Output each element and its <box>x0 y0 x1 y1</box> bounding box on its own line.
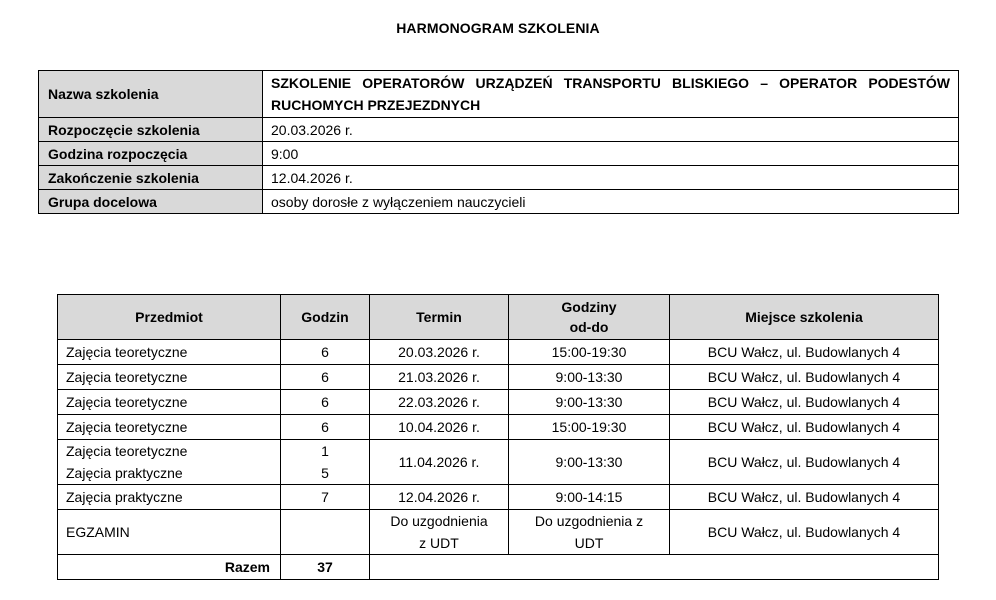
header-time-line2: od-do <box>569 319 609 335</box>
info-label: Nazwa szkolenia <box>39 71 263 118</box>
cell-date <box>370 510 509 555</box>
cell-subject-line1: Zajęcia teoretyczne <box>66 443 188 459</box>
cell-hours <box>281 510 370 555</box>
total-value: 37 <box>281 555 370 580</box>
cell-hours: 6 <box>281 390 370 415</box>
cell-subject: Zajęcia teoretyczne <box>58 415 281 440</box>
schedule-header-row <box>58 295 939 340</box>
cell-time: 9:00-13:30 <box>509 365 670 390</box>
cell-subject: Zajęcia praktyczne <box>58 485 281 510</box>
cell-hours: 6 <box>281 365 370 390</box>
cell-date: 20.03.2026 r. <box>370 340 509 365</box>
cell-date: 11.04.2026 r. <box>370 440 509 485</box>
table-row <box>58 440 939 485</box>
info-row-start <box>39 118 959 142</box>
cell-date: 12.04.2026 r. <box>370 485 509 510</box>
table-row <box>58 415 939 440</box>
cell-place: BCU Wałcz, ul. Budowlanych 4 <box>670 510 939 555</box>
cell-time: 9:00-13:30 <box>509 390 670 415</box>
cell-time: 15:00-19:30 <box>509 340 670 365</box>
info-row-hour <box>39 142 959 166</box>
cell-hours: 6 <box>281 415 370 440</box>
cell-date: 22.03.2026 r. <box>370 390 509 415</box>
table-row <box>58 390 939 415</box>
cell-hours-line1: 1 <box>321 443 329 459</box>
cell-hours <box>281 440 370 485</box>
info-value: 12.04.2026 r. <box>263 166 959 190</box>
total-empty-cell <box>370 555 939 580</box>
cell-subject: Zajęcia teoretyczne <box>58 365 281 390</box>
header-subject: Przedmiot <box>58 295 281 340</box>
cell-place: BCU Wałcz, ul. Budowlanych 4 <box>670 485 939 510</box>
cell-place: BCU Wałcz, ul. Budowlanych 4 <box>670 415 939 440</box>
header-place: Miejsce szkolenia <box>670 295 939 340</box>
total-label: Razem <box>58 555 281 580</box>
cell-time <box>509 510 670 555</box>
table-row <box>58 365 939 390</box>
info-label: Godzina rozpoczęcia <box>39 142 263 166</box>
cell-time-line2: UDT <box>574 535 604 551</box>
info-row-group <box>39 190 959 214</box>
info-value: osoby dorosłe z wyłączeniem nauczycieli <box>263 190 959 214</box>
header-time-line1: Godziny <box>561 299 617 315</box>
cell-subject: Zajęcia teoretyczne <box>58 340 281 365</box>
header-time <box>509 295 670 340</box>
header-hours: Godzin <box>281 295 370 340</box>
cell-time: 15:00-19:30 <box>509 415 670 440</box>
cell-place: BCU Wałcz, ul. Budowlanych 4 <box>670 365 939 390</box>
info-value: SZKOLENIE OPERATORÓW URZĄDZEŃ TRANSPORTU BLISKIEGO – OPERATOR PODESTÓW RUCHOMYCH PRZEJEZDNYCH <box>263 71 959 118</box>
cell-time: 9:00-14:15 <box>509 485 670 510</box>
schedule-table <box>57 294 939 580</box>
total-row <box>58 555 939 580</box>
cell-hours: 6 <box>281 340 370 365</box>
table-row <box>58 485 939 510</box>
cell-subject: Zajęcia teoretyczne <box>58 390 281 415</box>
cell-date: 21.03.2026 r. <box>370 365 509 390</box>
info-label: Zakończenie szkolenia <box>39 166 263 190</box>
table-row <box>58 340 939 365</box>
cell-hours-line2: 5 <box>321 465 329 481</box>
info-value: 20.03.2026 r. <box>263 118 959 142</box>
cell-subject: EGZAMIN <box>58 510 281 555</box>
info-label: Grupa docelowa <box>39 190 263 214</box>
cell-subject-line2: Zajęcia praktyczne <box>66 465 183 481</box>
info-row-end <box>39 166 959 190</box>
cell-place: BCU Wałcz, ul. Budowlanych 4 <box>670 340 939 365</box>
cell-date-line1: Do uzgodnienia <box>390 513 488 529</box>
training-info-table <box>38 70 959 214</box>
cell-place: BCU Wałcz, ul. Budowlanych 4 <box>670 390 939 415</box>
info-value: 9:00 <box>263 142 959 166</box>
page-title: HARMONOGRAM SZKOLENIA <box>396 20 600 36</box>
table-row <box>58 510 939 555</box>
header-date: Termin <box>370 295 509 340</box>
info-label: Rozpoczęcie szkolenia <box>39 118 263 142</box>
cell-date: 10.04.2026 r. <box>370 415 509 440</box>
info-row-name <box>39 71 959 118</box>
cell-subject <box>58 440 281 485</box>
cell-place: BCU Wałcz, ul. Budowlanych 4 <box>670 440 939 485</box>
cell-date-line2: z UDT <box>419 535 459 551</box>
cell-time-line1: Do uzgodnienia z <box>534 513 644 529</box>
cell-time: 9:00-13:30 <box>509 440 670 485</box>
cell-hours: 7 <box>281 485 370 510</box>
